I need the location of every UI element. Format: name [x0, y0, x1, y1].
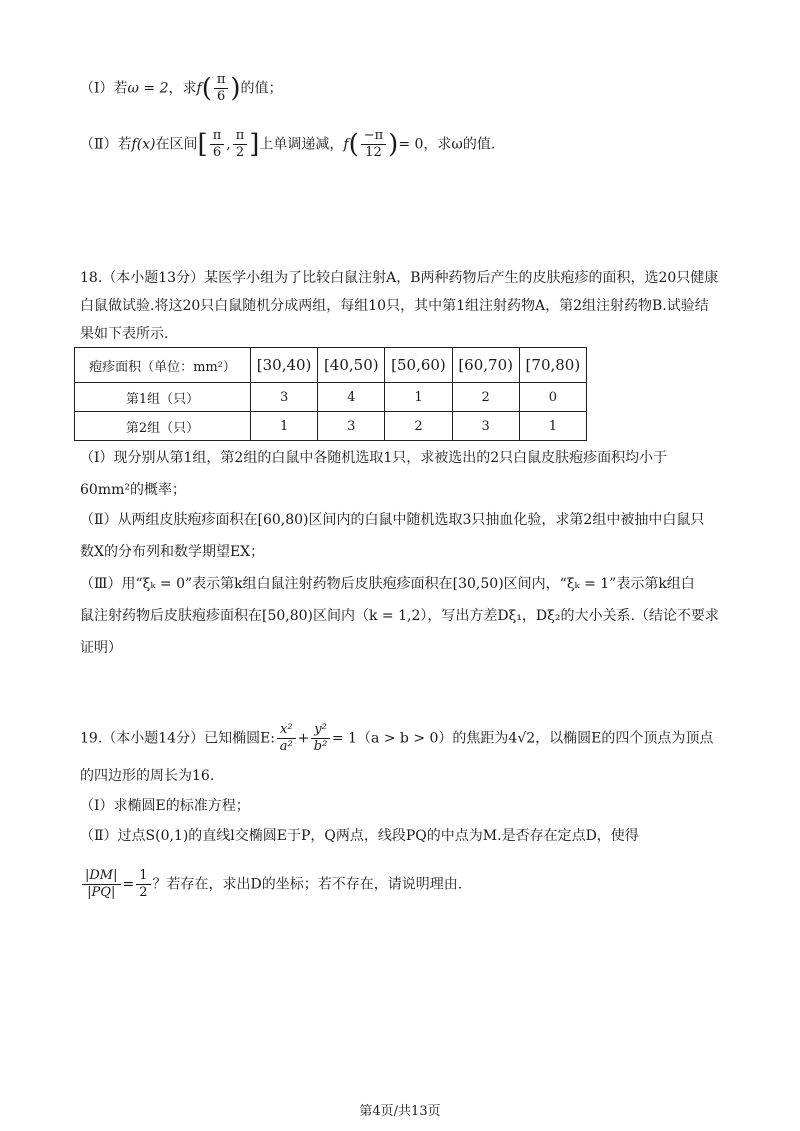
page-footer: 第4页/共13页	[359, 1104, 441, 1119]
neg-pi-over-12: $\frac{-\pi}{12}$	[361, 128, 386, 161]
q18-part2-line2: 数X的分布列和数学期望EX；	[80, 544, 265, 560]
table-interval: [70,80)	[519, 348, 586, 383]
q18-part3-line2: 鼠注射药物后皮肤疱疹面积在[50,80)区间内（k = 1,2），写出方差Dξ₁，Dξ₂的大小关系.（结论不要求	[80, 608, 719, 624]
q19-part2-post: ？若存在，求出D的坐标；若不存在，请说明理由.	[152, 876, 463, 893]
q17-part1: （Ⅰ）若ω = 2，求f( $\frac{\pi}{6}$ )的值；	[80, 72, 283, 104]
table-cell: 1	[251, 412, 318, 441]
q18-part3-line1: （Ⅲ）用“ξₖ = 0”表示第k组白鼠注射药物后皮肤疱疹面积在[30,50)区间内，“ξₖ = 1”表示第k组白	[80, 576, 695, 592]
q18-part2-line1: （Ⅱ）从两组皮肤疱疹面积在[60,80)区间内的白鼠中随机选取3只抽血化验，求第2组中被抽中白鼠只	[80, 512, 705, 528]
table-cell: 1	[385, 383, 452, 412]
table-cell: 4	[318, 383, 385, 412]
table-row	[75, 383, 587, 412]
q17-part2-pre: （Ⅱ）若	[80, 136, 132, 153]
q17-part1-mid: ，求	[168, 80, 197, 97]
y2-over-b2: $\frac{\text{y²}}{\text{b²}}$	[311, 722, 330, 755]
table-cell: 2	[385, 412, 452, 441]
table-row-label: 第1组（只）	[75, 383, 251, 412]
table-row-label: 第2组（只）	[75, 412, 251, 441]
q19-part2: （Ⅱ）过点S(0,1)的直线l交椭圆E于P，Q两点，线段PQ的中点为M.是否存在定点D，使得	[80, 828, 639, 844]
pi-over-6-b: $\frac{\pi}{6}$	[210, 128, 225, 161]
dm-over-pq: $\frac{|DM|}{|PQ|}$	[82, 868, 121, 901]
table-cell: 1	[519, 412, 586, 441]
pi-over-6: $\frac{\pi}{6}$	[214, 72, 229, 105]
table-header-row	[75, 348, 587, 383]
table-cell: 3	[452, 412, 519, 441]
q18-intro-1: 18.（本小题13分）某医学小组为了比较白鼠注射A，B两种药物后产生的皮肤疱疹的面积，选20只健康	[80, 270, 719, 286]
table-cell: 3	[318, 412, 385, 441]
q19-part1: （Ⅰ）求椭圆E的标准方程；	[80, 798, 250, 814]
table-cell: 2	[452, 383, 519, 412]
plus-sign: +	[297, 730, 310, 747]
table-cell: 0	[519, 383, 586, 412]
q17-part1-pre: （Ⅰ）若	[80, 80, 128, 97]
q17-part2-post: = 0，求ω的值.	[398, 136, 496, 153]
f-symbol-b: f	[343, 136, 349, 153]
q18-intro-2: 白鼠做试验.将这20只白鼠随机分成两组，每组10只，其中第1组注射药物A，第2组注射药物B.试验结	[80, 298, 709, 314]
f-x: f(x)	[131, 136, 156, 153]
table-cell: 3	[251, 383, 318, 412]
q19-part2-ratio	[80, 868, 462, 901]
data-table	[74, 347, 587, 441]
q18-part3-line3: 证明）	[80, 640, 122, 656]
q19-intro-pre: 19.（本小题14分）已知椭圆E:	[80, 730, 276, 747]
q19-intro	[80, 722, 713, 755]
f-symbol: f	[196, 80, 202, 97]
q17-part2: （Ⅱ）若f(x)在区间[ $\frac{\pi}{6}$ , $\frac{\pi}{2}$ ]上单调递减，f( $\frac{-\pi}{12}$ )= 0，求ω的值.	[80, 128, 496, 160]
q17-part2-mid: 上单调递减，	[259, 136, 344, 153]
q18-part1-line2: 60mm²的概率；	[80, 482, 186, 498]
q17-part1-post: 的值；	[240, 80, 283, 97]
one-half: $\frac{1}{2}$	[136, 868, 150, 901]
pi-over-2: $\frac{\pi}{2}$	[233, 128, 248, 161]
q19-intro-post: = 1（a > b > 0）的焦距为4√2，以椭圆E的四个顶点为顶点	[331, 730, 714, 747]
table-interval: [50,60)	[385, 348, 452, 383]
q17-interval-pre: 在区间	[155, 136, 198, 153]
table-header-label: 疱疹面积（单位：mm²）	[75, 348, 251, 383]
table-interval: [60,70)	[452, 348, 519, 383]
table-interval: [30,40)	[251, 348, 318, 383]
q18-part1-line1: （Ⅰ）现分别从第1组，第2组的白鼠中各随机选取1只，求被选出的2只白鼠皮肤疱疹面积均小于	[80, 450, 668, 466]
equals-sign: =	[122, 876, 135, 893]
table-interval: [40,50)	[318, 348, 385, 383]
x2-over-a2: $\frac{\text{x²}}{\text{a²}}$	[277, 722, 296, 755]
q18-intro-3: 果如下表所示.	[80, 326, 169, 342]
table-row	[75, 412, 587, 441]
q19-intro-2: 的四边形的周长为16.	[80, 768, 215, 784]
omega-eq: ω = 2	[127, 80, 169, 97]
